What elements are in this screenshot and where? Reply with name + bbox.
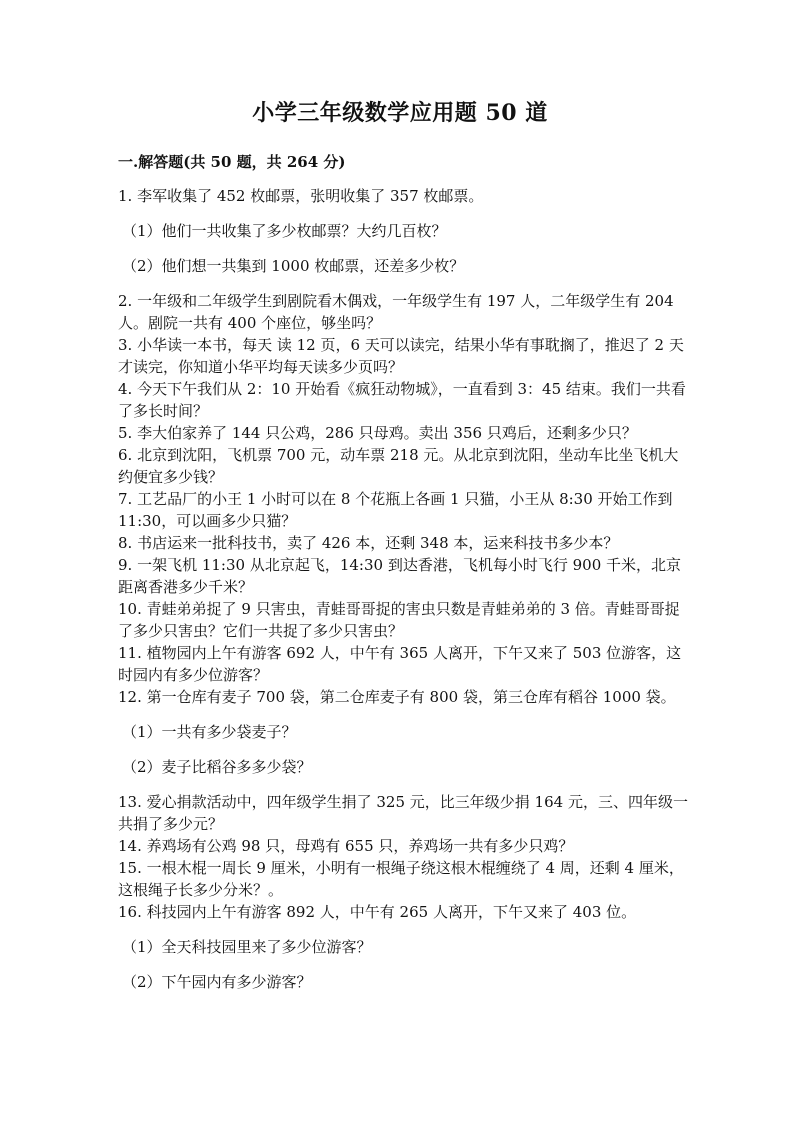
question-list — [118, 185, 690, 993]
question-12-part-2: （2）麦子比稻谷多多少袋？ — [122, 758, 312, 776]
question-1: 1. 李军收集了 452 枚邮票，张明收集了 357 枚邮票。 — [118, 187, 484, 205]
question-11: 11. 植物园内上午有游客 692 人，中午有 365 人离开，下午又来了 503 位游客，这时园内有多少位游客？ — [118, 644, 682, 684]
question-13: 13. 爱心捐款活动中，四年级学生捐了 325 元，比三年级少捐 164 元，三、四年级一共捐了多少元？ — [118, 793, 688, 833]
question-16: 16. 科技园内上午有游客 892 人，中午有 265 人离开，下午又来了 403 位。 — [118, 903, 637, 921]
question-2: 2. 一年级和二年级学生到剧院看木偶戏，一年级学生有 197 人，二年级学生有 204 人。剧院一共有 400 个座位，够坐吗？ — [118, 292, 674, 332]
question-16-part-2: （2）下午园内有多少游客？ — [122, 973, 312, 991]
question-1-part-2: （2）他们想一共集到 1000 枚邮票，还差多少枚？ — [122, 257, 465, 275]
question-14: 14. 养鸡场有公鸡 98 只，母鸡有 655 只，养鸡场一共有多少只鸡？ — [118, 837, 574, 855]
question-3: 3. 小华读一本书，每天 读 12 页，6 天可以读完，结果小华有事耽搁了，推迟了 2 天才读完，你知道小华平均每天读多少页吗？ — [118, 336, 684, 376]
question-8: 8. 书店运来一批科技书，卖了 426 本，还剩 348 本，运来科技书多少本？ — [118, 534, 619, 552]
question-7: 7. 工艺品厂的小王 1 小时可以在 8 个花瓶上各画 1 只猫，小王从 8:30 开始工作到 11:30，可以画多少只猫？ — [118, 490, 673, 530]
question-4: 4. 今天下午我们从 2：10 开始看《疯狂动物城》，一直看到 3：45 结束。我们一共看了多长时间？ — [118, 380, 686, 420]
page-title: 小学三年级数学应用题 50 道 — [252, 100, 548, 126]
question-10: 10. 青蛙弟弟捉了 9 只害虫，青蛙哥哥捉的害虫只数是青蛙弟弟的 3 倍。青蛙哥哥捉了多少只害虫？它们一共捉了多少只害虫？ — [118, 600, 680, 640]
question-12-part-1: （1）一共有多少袋麦子？ — [122, 723, 297, 741]
question-1-part-1: （1）他们一共收集了多少枚邮票？大约几百枚？ — [122, 222, 447, 240]
question-15: 15. 一根木棍一周长 9 厘米，小明有一根绳子绕这根木棍缠绕了 4 周，还剩 4 厘米，这根绳子长多少分米？。 — [118, 859, 684, 899]
question-12: 12. 第一仓库有麦子 700 袋，第二仓库麦子有 800 袋，第三仓库有稻谷 1000 袋。 — [118, 688, 676, 706]
section-heading: 一.解答题(共 50 题，共 264 分) — [118, 153, 346, 171]
question-9: 9. 一架飞机 11:30 从北京起飞，14:30 到达香港，飞机每小时飞行 900 千米，北京距离香港多少千米？ — [118, 556, 682, 596]
question-6: 6. 北京到沈阳，飞机票 700 元，动车票 218 元。从北京到沈阳，坐动车比坐飞机大约便宜多少钱？ — [118, 446, 679, 486]
question-5: 5. 李大伯家养了 144 只公鸡，286 只母鸡。卖出 356 只鸡后，还剩多少只？ — [118, 424, 637, 442]
question-16-part-1: （1）全天科技园里来了多少位游客？ — [122, 938, 372, 956]
